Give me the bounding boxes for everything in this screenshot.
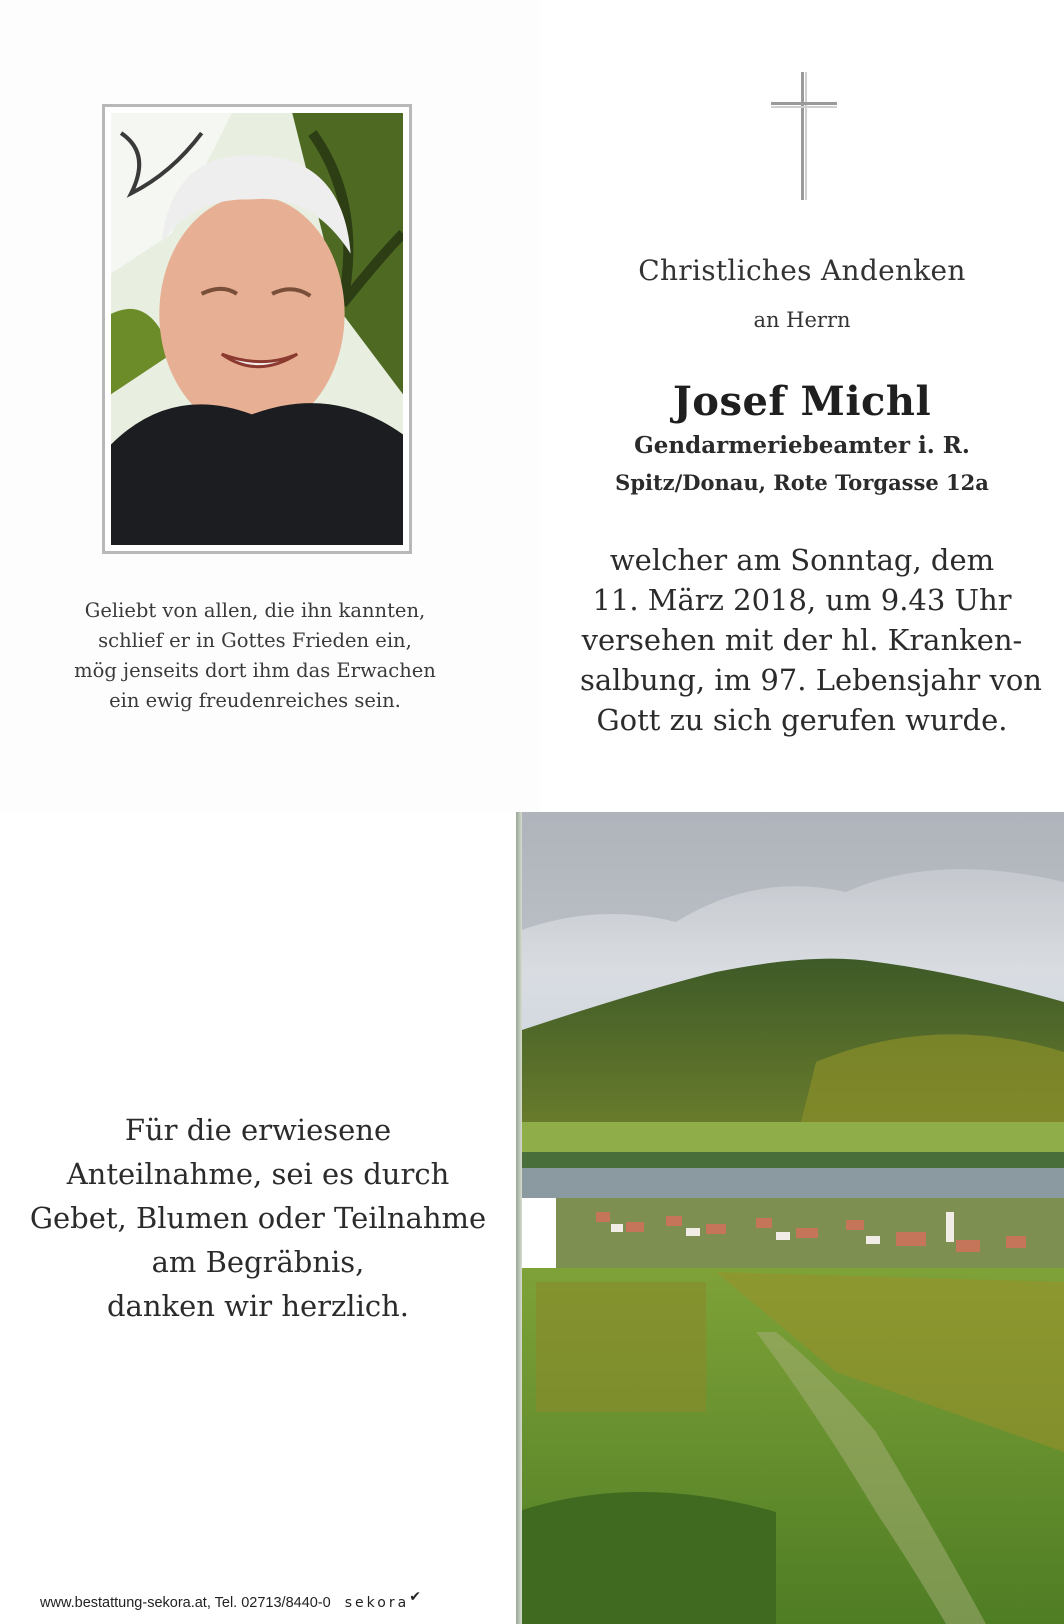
address: Spitz/Donau, Rote Torgasse 12a [615,470,989,495]
fold-edge [516,812,522,1624]
death-line: versehen mit der hl. Kranken- [581,623,1023,657]
footer-contact: www.bestattung-sekora.at, Tel. 02713/8440-0 [40,1594,331,1611]
verse-line: Geliebt von allen, die ihn kannten, [84,599,426,622]
bird-icon: ✔ [409,1588,421,1604]
sekora-logo: sekora [344,1594,410,1611]
card-heading: Christliches Andenken [638,254,966,287]
deceased-name: Josef Michl [672,378,932,425]
portrait-frame [102,104,412,554]
landscape-photo [516,812,1064,1624]
cross-icon [771,72,837,200]
salutation: an Herrn [753,308,851,332]
front-right-panel [540,0,1064,812]
footer [40,1588,421,1611]
death-line: 11. März 2018, um 9.43 Uhr [592,583,1012,617]
death-notice [580,540,1042,740]
thanks-line: Für die erwiesene [124,1113,392,1147]
verse-line: schlief er in Gottes Frieden ein, [98,629,412,652]
occupation: Gendarmeriebeamter i. R. [634,432,970,459]
thanks-line: am Begräbnis, [151,1245,365,1279]
death-line: welcher am Sonntag, dem [609,543,995,577]
memorial-verse [60,596,450,716]
death-line: Gott zu sich gerufen wurde. [596,703,1008,737]
thanks-line: Gebet, Blumen oder Teilnahme [29,1201,487,1235]
thanks-line: danken wir herzlich. [106,1289,409,1323]
death-line: salbung, im 97. Lebensjahr von [580,663,1042,697]
thanks-message [20,1108,496,1328]
portrait-photo [111,113,403,545]
verse-line: ein ewig freudenreiches sein. [109,689,401,712]
thanks-line: Anteilnahme, sei es durch [66,1157,450,1191]
verse-line: mög jenseits dort ihm das Erwachen [74,659,436,682]
